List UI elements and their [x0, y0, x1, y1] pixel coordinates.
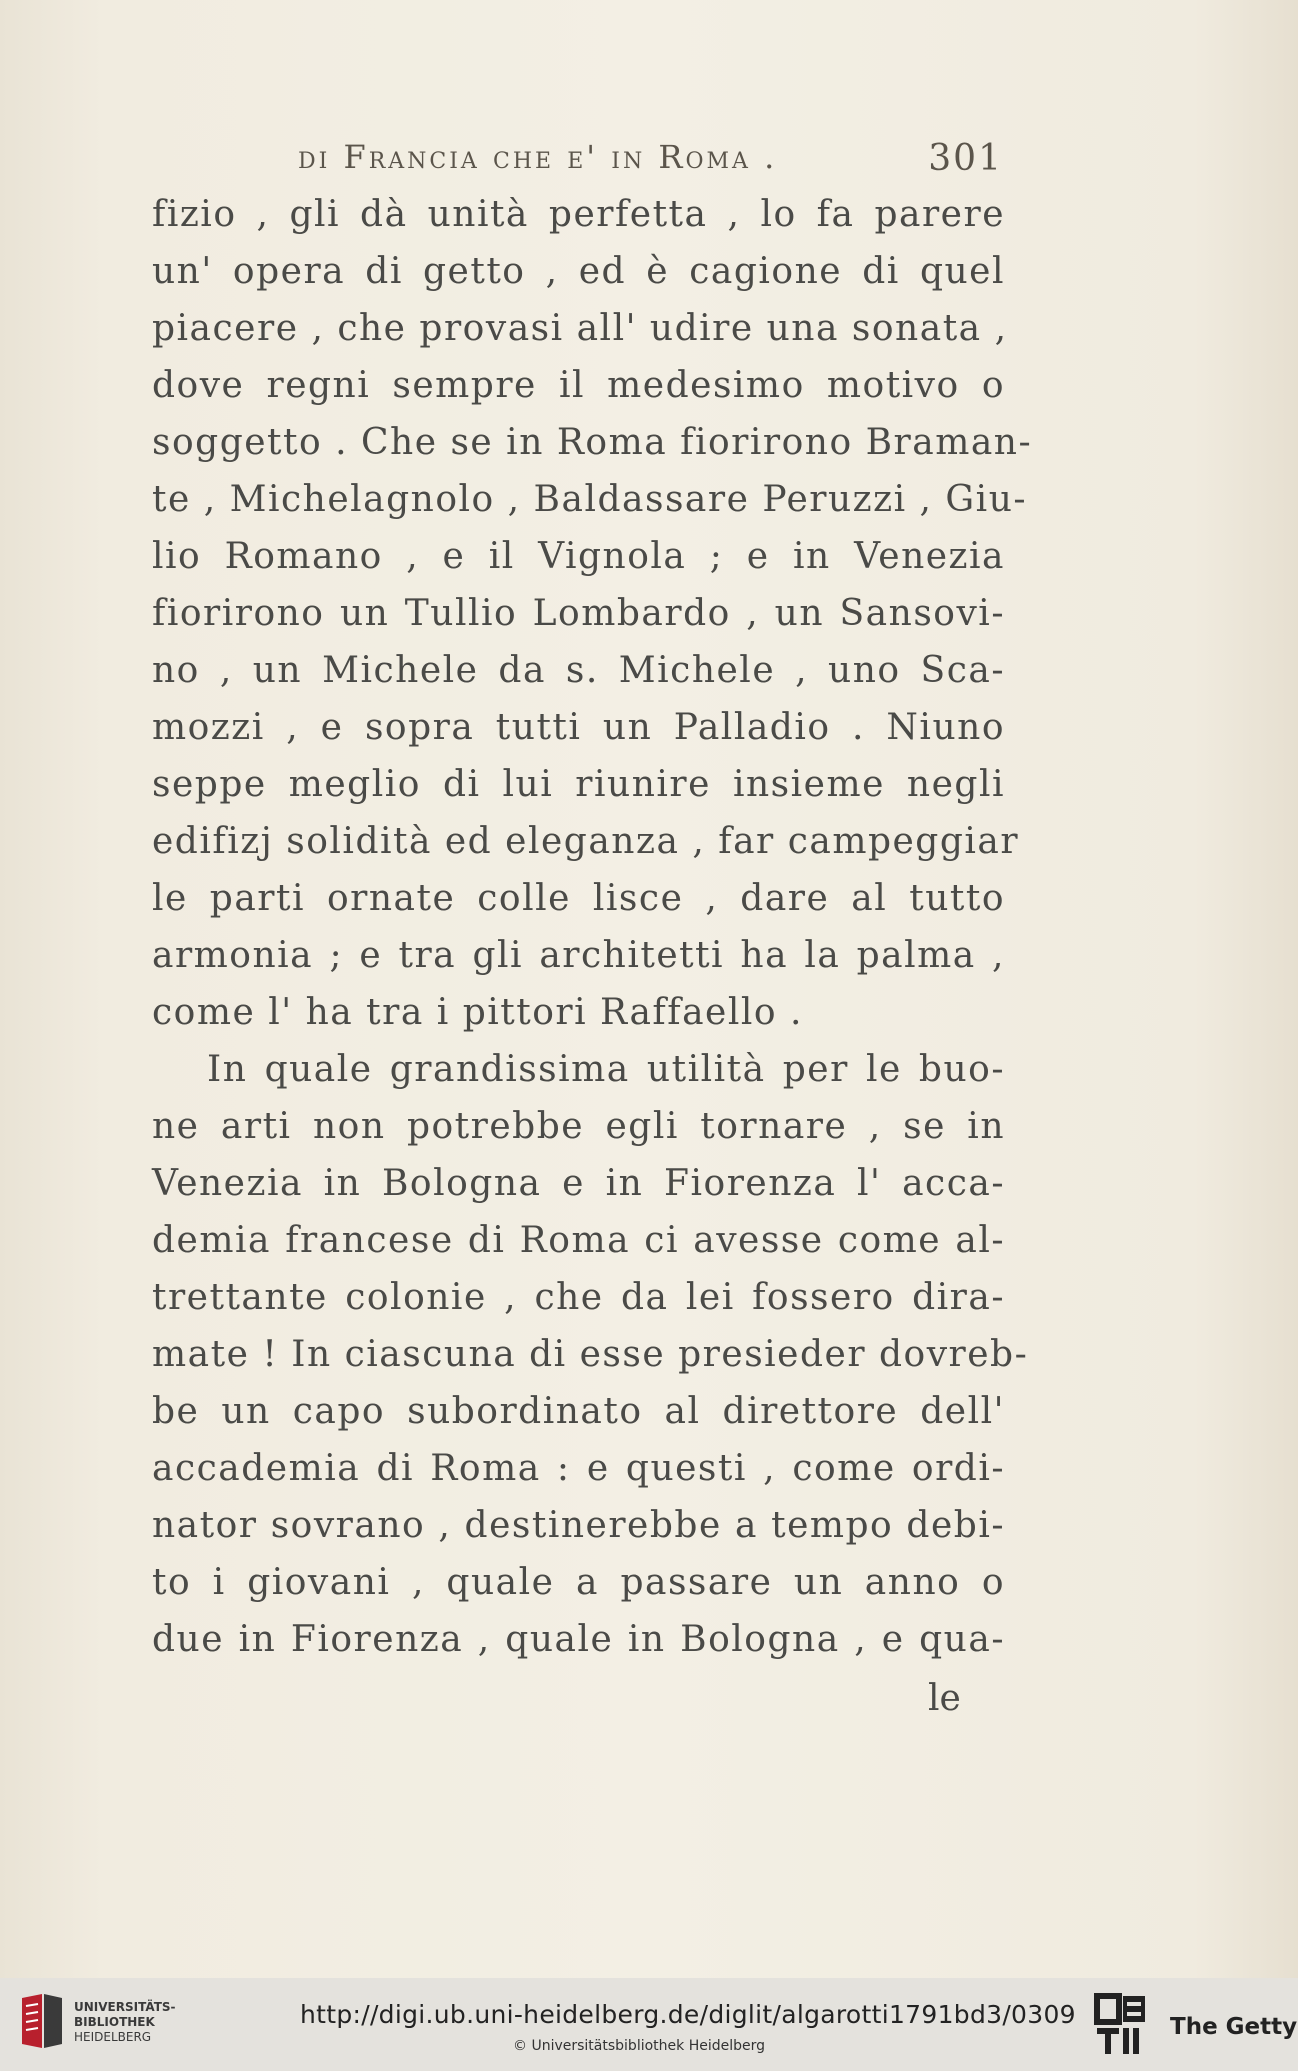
- text-line: ne arti non potrebbe egli tornare , se in: [152, 1106, 1005, 1147]
- text-line: In quale grandissima utilità per le buo-: [207, 1049, 1005, 1090]
- text-line: Venezia in Bologna e in Fiorenza l' acca-: [152, 1163, 1005, 1204]
- partner-name: The Getty: [1170, 2014, 1298, 2040]
- text-line: edifizj solidità ed eleganza , far campeggiar: [152, 821, 1020, 862]
- text-line: seppe meglio di lui riunire insieme negli: [152, 764, 1005, 805]
- text-line: armonia ; e tra gli architetti ha la palma ,: [152, 935, 1005, 976]
- text-line: come l' ha tra i pittori Raffaello .: [152, 992, 803, 1033]
- text-line: le parti ornate colle lisce , dare al tutto: [152, 878, 1005, 919]
- text-line: due in Fiorenza , quale in Bologna , e qua-: [152, 1619, 1005, 1660]
- text-line: nator sovrano , destinerebbe a tempo debi-: [152, 1505, 1005, 1546]
- text-line: lio Romano , e il Vignola ; e in Venezia: [152, 536, 1005, 577]
- text-line: piacere , che provasi all' udire una sonata ,: [152, 308, 1008, 349]
- body-text: [152, 186, 1033, 1668]
- copyright-notice: © Universitätsbibliothek Heidelberg: [513, 2038, 766, 2054]
- text-line: demia francese di Roma ci avesse come al-: [152, 1220, 1005, 1261]
- viewer-footer: [0, 1978, 1298, 2071]
- catchword: le: [928, 1678, 961, 1719]
- university-library-logo-icon: [18, 1992, 66, 2052]
- text-line: fiorirono un Tullio Lombardo , un Sansovi-: [152, 593, 1005, 634]
- text-line: soggetto . Che se in Roma fiorirono Braman-: [152, 422, 1033, 463]
- text-line: to i giovani , quale a passare un anno o: [152, 1562, 1005, 1603]
- running-title: di Francia che e' in Roma .: [298, 138, 778, 176]
- permalink-url[interactable]: http://digi.ub.uni-heidelberg.de/diglit/algarotti1791bd3/0309: [300, 2000, 1076, 2029]
- text-line: un' opera di getto , ed è cagione di quel: [152, 251, 1005, 292]
- text-line: trettante colonie , che da lei fossero dira-: [152, 1277, 1005, 1318]
- text-line: fizio , gli dà unità perfetta , lo fa parere: [152, 194, 1005, 235]
- page-number: 301: [928, 138, 1003, 179]
- getty-logo-icon: [1093, 1992, 1149, 2060]
- text-line: be un capo subordinato al direttore dell': [152, 1391, 1005, 1432]
- text-line: te , Michelagnolo , Baldassare Peruzzi , Giu-: [152, 479, 1028, 520]
- text-line: dove regni sempre il medesimo motivo o: [152, 365, 1005, 406]
- text-line: mate ! In ciascuna di esse presieder dovreb-: [152, 1334, 1029, 1375]
- text-line: mozzi , e sopra tutti un Palladio . Niuno: [152, 707, 1005, 748]
- library-name: UNIVERSITÄTS- BIBLIOTHEK HEIDELBERG: [74, 2000, 176, 2044]
- running-header: [298, 138, 1003, 188]
- text-line: accademia di Roma : e questi , come ordi-: [152, 1448, 1005, 1489]
- text-line: no , un Michele da s. Michele , uno Sca-: [152, 650, 1005, 691]
